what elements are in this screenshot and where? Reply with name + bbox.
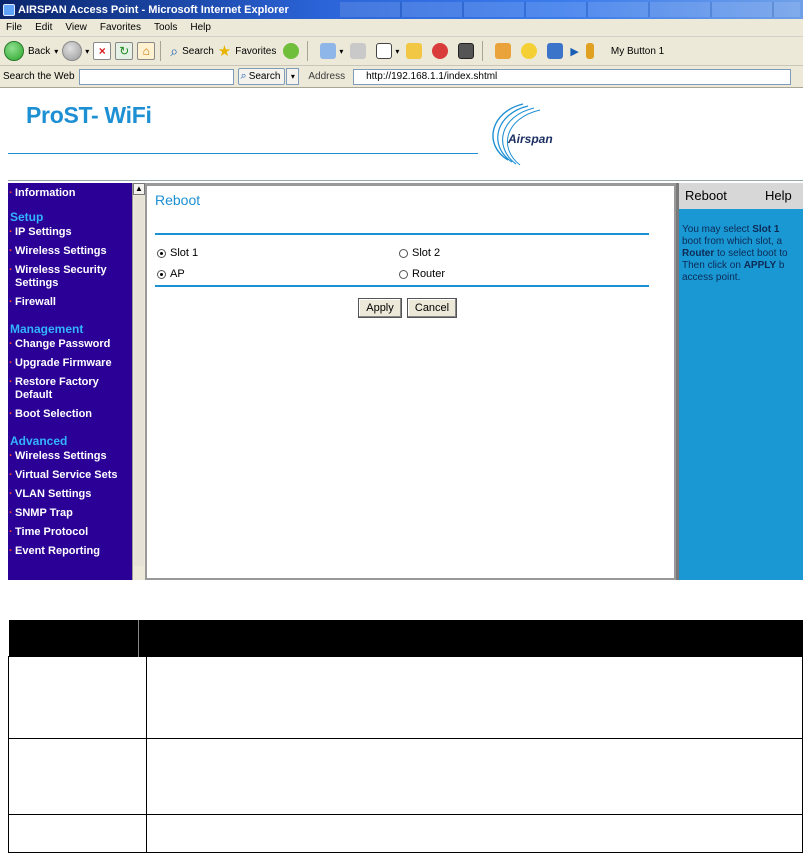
help-title: Reboot bbox=[685, 188, 727, 203]
table-row bbox=[9, 656, 803, 738]
nav-item-wireless-security-settings[interactable]: · Wireless Security Settings bbox=[8, 264, 132, 290]
table-cell bbox=[9, 656, 147, 738]
search-web-button[interactable] bbox=[238, 68, 286, 85]
reboot-panel bbox=[145, 183, 676, 580]
help-line3a: Router bbox=[682, 248, 715, 259]
nav-section-management: Management bbox=[10, 322, 84, 336]
top-rule bbox=[155, 233, 649, 235]
back-arrow-icon bbox=[4, 41, 24, 61]
slot2-label: Slot 2 bbox=[412, 247, 441, 259]
print-icon[interactable] bbox=[350, 43, 366, 59]
table-header-cell bbox=[147, 620, 803, 656]
toolbar-separator bbox=[482, 41, 483, 61]
search-web-button-label: Search bbox=[248, 71, 281, 82]
nav-item-ip-settings[interactable]: · IP Settings bbox=[8, 226, 132, 239]
help-line4b: APPLY bbox=[743, 260, 777, 271]
browser-toolbar bbox=[0, 37, 803, 66]
forward-button[interactable] bbox=[62, 40, 89, 62]
scroll-up-icon[interactable]: ▲ bbox=[133, 183, 145, 195]
toolbar-separator bbox=[160, 41, 161, 61]
table-header-gap bbox=[139, 620, 147, 656]
slot2-option[interactable] bbox=[399, 247, 440, 259]
star-icon: ★ bbox=[217, 43, 232, 60]
nav-item-firewall[interactable]: · Firewall bbox=[8, 296, 132, 309]
edit-word-icon[interactable] bbox=[376, 43, 392, 59]
table-cell bbox=[9, 738, 147, 814]
toolbar-separator bbox=[307, 41, 308, 61]
document-table bbox=[8, 620, 803, 853]
brand-title: ProST- WiFi bbox=[26, 102, 152, 128]
nav-item-restore-factory-default[interactable]: · Restore Factory Default bbox=[8, 376, 132, 402]
window-title: AIRSPAN Access Point - Microsoft Internet Explorer bbox=[18, 3, 289, 16]
router-label: Router bbox=[412, 268, 446, 280]
search-web-input[interactable] bbox=[79, 69, 234, 85]
table-header-cell bbox=[9, 620, 139, 656]
help-header bbox=[679, 183, 803, 209]
nav-scrollbar[interactable] bbox=[132, 183, 145, 580]
bottom-rule bbox=[155, 285, 649, 287]
table-row bbox=[9, 738, 803, 814]
menu-tools[interactable]: Tools bbox=[153, 22, 178, 33]
nav-item-advanced-wireless-settings[interactable]: · Wireless Settings bbox=[8, 450, 132, 463]
menu-edit[interactable]: Edit bbox=[35, 22, 53, 33]
nav-item-event-reporting[interactable]: · Event Reporting bbox=[8, 545, 132, 558]
favorites-button[interactable] bbox=[218, 40, 277, 62]
help-line1a: You may select bbox=[682, 224, 753, 235]
nav-item-vlan-settings[interactable]: · VLAN Settings bbox=[8, 488, 132, 501]
help-line5: access point. bbox=[682, 272, 741, 283]
plugin-icon-2[interactable] bbox=[521, 43, 537, 59]
play-icon[interactable]: ▶ bbox=[570, 45, 579, 58]
menu-bar bbox=[0, 19, 803, 37]
help-text bbox=[682, 224, 803, 284]
table-cell bbox=[147, 738, 803, 814]
search-dropdown-icon[interactable]: ▾ bbox=[286, 68, 299, 85]
ap-option[interactable] bbox=[157, 268, 185, 280]
web-page bbox=[8, 88, 803, 580]
table-cell bbox=[147, 656, 803, 738]
home-icon[interactable]: ⌂ bbox=[137, 42, 155, 60]
help-line1b: Slot 1 bbox=[752, 224, 780, 235]
ap-radio[interactable] bbox=[157, 270, 166, 279]
help-line4c: b bbox=[776, 260, 785, 271]
refresh-icon[interactable]: ↻ bbox=[115, 42, 133, 60]
folder-icon[interactable] bbox=[406, 43, 422, 59]
slot2-radio[interactable] bbox=[399, 249, 408, 258]
search-label: Search bbox=[182, 45, 214, 57]
menu-file[interactable]: File bbox=[6, 22, 23, 33]
help-label: Help bbox=[765, 188, 792, 203]
menu-favorites[interactable]: Favorites bbox=[99, 22, 141, 33]
slot1-radio[interactable] bbox=[157, 249, 166, 258]
apply-button[interactable]: Apply bbox=[358, 298, 402, 318]
help-line2: boot from which slot, a bbox=[682, 236, 783, 247]
ap-label: AP bbox=[170, 268, 185, 280]
favorites-label: Favorites bbox=[235, 45, 277, 57]
search-button[interactable] bbox=[170, 40, 214, 62]
nav-section-advanced: Advanced bbox=[10, 434, 68, 448]
scroll-thumb[interactable] bbox=[134, 196, 144, 566]
back-label: Back bbox=[28, 45, 51, 57]
router-option[interactable] bbox=[399, 268, 445, 280]
messenger-icon[interactable] bbox=[432, 43, 448, 59]
nav-item-upgrade-firmware[interactable]: · Upgrade Firmware bbox=[8, 357, 132, 370]
magnifier-icon: ⌕ bbox=[240, 70, 247, 82]
nav-item-wireless-settings[interactable]: · Wireless Settings bbox=[8, 245, 132, 258]
my-button-label: My Button 1 bbox=[610, 45, 665, 57]
search-web-label: Search the Web bbox=[3, 71, 75, 82]
research-icon[interactable] bbox=[458, 43, 474, 59]
logo-text: Airspan bbox=[508, 132, 553, 146]
mail-icon[interactable] bbox=[320, 43, 336, 59]
magnifier-icon: ⌕ bbox=[170, 42, 179, 59]
table-cell bbox=[9, 814, 147, 852]
help-line3b: to select boot to bbox=[714, 248, 788, 259]
forward-arrow-icon bbox=[62, 41, 82, 61]
help-panel bbox=[676, 183, 803, 580]
plugin-icon-4[interactable] bbox=[586, 43, 594, 59]
page-header bbox=[8, 88, 803, 181]
cancel-button[interactable]: Cancel bbox=[407, 298, 457, 318]
table-header-row bbox=[9, 620, 803, 656]
slot1-label: Slot 1 bbox=[170, 247, 199, 259]
media-icon[interactable] bbox=[283, 43, 299, 59]
page-title: Reboot bbox=[155, 192, 201, 208]
nav-item-time-protocol[interactable]: · Time Protocol bbox=[8, 526, 132, 539]
my-button-1[interactable] bbox=[601, 40, 664, 62]
help-line4a: Then click on bbox=[682, 260, 744, 271]
stop-icon[interactable]: × bbox=[93, 42, 111, 60]
nav-item-snmp-trap[interactable]: · SNMP Trap bbox=[8, 507, 132, 520]
plugin-icon-3[interactable] bbox=[547, 43, 563, 59]
address-label: Address bbox=[308, 71, 346, 82]
address-bar bbox=[0, 66, 803, 88]
table-row bbox=[9, 814, 803, 852]
title-bar-decoration bbox=[340, 2, 800, 17]
menu-help[interactable]: Help bbox=[190, 22, 211, 33]
edit-dropdown-icon[interactable]: ▾ bbox=[395, 46, 400, 56]
slot1-option[interactable] bbox=[157, 247, 198, 259]
ie-app-icon bbox=[3, 4, 15, 16]
forward-dropdown-icon[interactable]: ▾ bbox=[85, 46, 90, 56]
mail-dropdown-icon[interactable]: ▾ bbox=[339, 46, 344, 56]
back-button[interactable] bbox=[4, 40, 58, 62]
left-navigation bbox=[8, 183, 146, 580]
router-radio[interactable] bbox=[399, 270, 408, 279]
nav-item-change-password[interactable]: · Change Password bbox=[8, 338, 132, 351]
window-title-bar bbox=[0, 0, 803, 19]
header-divider bbox=[8, 153, 478, 154]
nav-item-virtual-service-sets[interactable]: · Virtual Service Sets bbox=[8, 469, 132, 482]
plugin-icon-1[interactable] bbox=[495, 43, 511, 59]
menu-view[interactable]: View bbox=[65, 22, 87, 33]
back-dropdown-icon[interactable]: ▾ bbox=[54, 46, 59, 56]
nav-item-boot-selection[interactable]: · Boot Selection bbox=[8, 408, 132, 421]
nav-item-information[interactable]: · Information bbox=[8, 187, 132, 200]
url-input[interactable]: http://192.168.1.1/index.shtml bbox=[353, 69, 791, 85]
nav-section-setup: Setup bbox=[10, 210, 44, 224]
table-cell bbox=[147, 814, 803, 852]
